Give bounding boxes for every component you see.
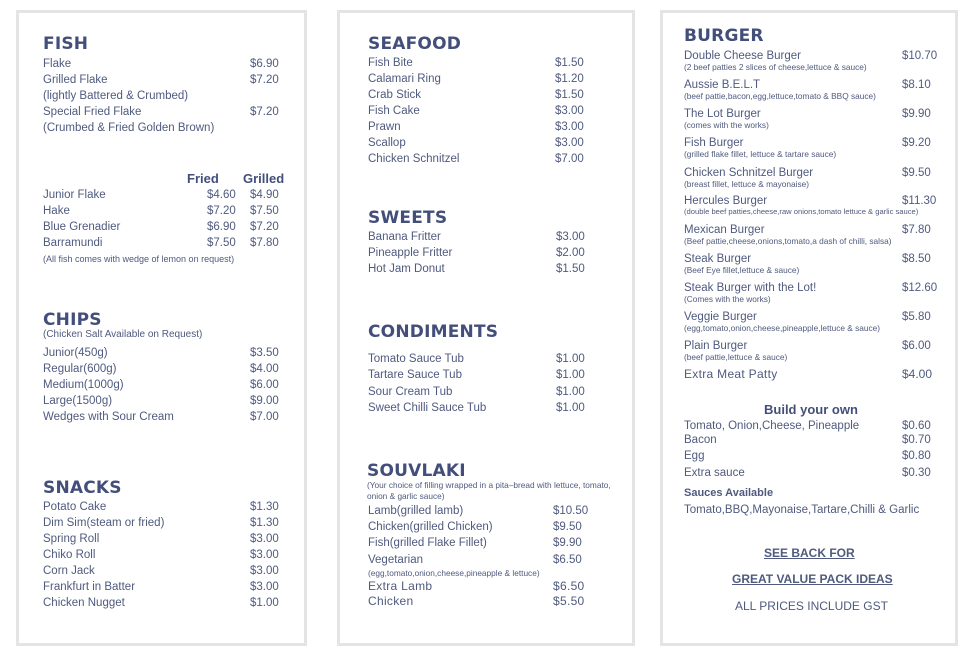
menu-item: Steak Burger with the Lot! $12.60 xyxy=(684,282,938,294)
menu-item: Crab Stick $1.50 xyxy=(368,89,584,101)
menu-item: Spring Roll $3.00 xyxy=(43,533,279,545)
menu-item: Chicken(grilled Chicken) $9.50 xyxy=(368,521,582,533)
menu-item: Chicken Schnitzel $7.00 xyxy=(368,153,584,165)
menu-item-description: (egg,tomato,onion,cheese,pineapple & lettuce) xyxy=(368,568,540,578)
sauces-title: Sauces Available xyxy=(684,487,774,499)
see-back-link[interactable]: SEE BACK FOR xyxy=(764,546,855,560)
section-title-snacks: SNACKS xyxy=(43,478,122,498)
menu-item-description: (2 beef patties 2 slices of cheese,lettuce & sauce) xyxy=(684,62,867,72)
menu-item: Extra Lamb $6.50 xyxy=(368,579,585,593)
menu-item: Egg $0.80 xyxy=(684,450,931,462)
menu-item-description: (Beef pattie,cheese,onions,tomato,a dash of chilli, salsa) xyxy=(684,236,892,246)
menu-item: Extra sauce $0.30 xyxy=(684,467,931,479)
build-your-own-title: Build your own xyxy=(764,402,858,417)
menu-item: Tartare Sauce Tub $1.00 xyxy=(368,369,585,381)
grilled-column-label: Grilled xyxy=(243,171,285,186)
section-title-sweets: SWEETS xyxy=(368,208,448,228)
table-row: Hake $7.20 $7.50 xyxy=(43,205,279,217)
menu-item: Wedges with Sour Cream $7.00 xyxy=(43,411,279,423)
section-title-seafood: SEAFOOD xyxy=(368,34,462,54)
menu-item: Plain Burger $6.00 xyxy=(684,340,931,352)
menu-item-description: (egg,tomato,onion,cheese,pineapple,lettuce & sauce) xyxy=(684,323,881,333)
menu-item: Fish Burger $9.20 xyxy=(684,137,931,149)
value-pack-link[interactable]: GREAT VALUE PACK IDEAS xyxy=(732,572,893,586)
menu-item: Tomato Sauce Tub $1.00 xyxy=(368,353,585,365)
menu-item: Lamb(grilled lamb) $10.50 xyxy=(368,505,589,517)
menu-item: Aussie B.E.L.T $8.10 xyxy=(684,79,931,91)
menu-item: Regular(600g) $4.00 xyxy=(43,363,279,375)
section-title-fish: FISH xyxy=(43,34,89,54)
menu-item: Bacon $0.70 xyxy=(684,434,931,446)
menu-item-description: (beef pattie,lettuce & sauce) xyxy=(684,352,788,362)
menu-item: Chicken Schnitzel Burger $9.50 xyxy=(684,167,931,179)
menu-item: Steak Burger $8.50 xyxy=(684,253,931,265)
menu-item: Hercules Burger $11.30 xyxy=(684,195,937,207)
chips-note: (Chicken Salt Available on Request) xyxy=(43,329,203,340)
menu-item: Flake $6.90 xyxy=(43,58,279,70)
table-row: Barramundi $7.50 $7.80 xyxy=(43,237,279,249)
menu-item-description: (comes with the works) xyxy=(684,120,769,130)
menu-item: Corn Jack $3.00 xyxy=(43,565,279,577)
menu-item: Special Fried Flake $7.20 xyxy=(43,106,279,118)
menu-item: Large(1500g) $9.00 xyxy=(43,395,279,407)
menu-item-description: (double beef patties,cheese,raw onions,tomato lettuce & garlic sauce) xyxy=(684,207,919,216)
section-title-chips: CHIPS xyxy=(43,310,102,330)
menu-column-left xyxy=(16,10,307,646)
menu-item: Double Cheese Burger $10.70 xyxy=(684,50,938,62)
menu-item: Fish Bite $1.50 xyxy=(368,57,584,69)
menu-item: Chicken Nugget $1.00 xyxy=(43,597,279,609)
sauces-list: Tomato,BBQ,Mayonaise,Tartare,Chilli & Garlic xyxy=(684,504,920,516)
menu-item-description: (beef pattie,bacon,egg,lettuce,tomato & BBQ sauce) xyxy=(684,91,876,101)
menu-item: The Lot Burger $9.90 xyxy=(684,108,931,120)
menu-item: Fish Cake $3.00 xyxy=(368,105,584,117)
menu-item: Scallop $3.00 xyxy=(368,137,584,149)
menu-item: Sour Cream Tub $1.00 xyxy=(368,386,585,398)
menu-item: Banana Fritter $3.00 xyxy=(368,231,585,243)
menu-item-description: (Beef Eye fillet,lettuce & sauce) xyxy=(684,265,800,275)
section-title-condiments: CONDIMENTS xyxy=(368,322,499,342)
menu-item: Hot Jam Donut $1.50 xyxy=(368,263,585,275)
menu-item: Mexican Burger $7.80 xyxy=(684,224,931,236)
section-title-souvlaki: SOUVLAKI xyxy=(367,461,466,481)
menu-item-description: (grilled flake fillet, lettuce & tartare sauce) xyxy=(684,149,837,159)
menu-item: Tomato, Onion,Cheese, Pineapple $0.60 xyxy=(684,420,931,432)
souvlaki-note: (Your choice of filling wrapped in a pita–bread with lettuce, tomato, onion & garlic sauce) xyxy=(367,480,611,501)
fish-note: (All fish comes with wedge of lemon on request) xyxy=(43,254,235,264)
menu-item: Vegetarian $6.50 xyxy=(368,554,582,566)
menu-item: Potato Cake $1.30 xyxy=(43,501,279,513)
menu-item: Veggie Burger $5.80 xyxy=(684,311,931,323)
menu-item-description: (breast fillet, lettuce & mayonaise) xyxy=(684,179,809,189)
gst-note: ALL PRICES INCLUDE GST xyxy=(735,599,888,613)
fried-column-label: Fried xyxy=(187,171,219,186)
menu-item: Frankfurt in Batter $3.00 xyxy=(43,581,279,593)
menu-item: Chiko Roll $3.00 xyxy=(43,549,279,561)
menu-column-middle xyxy=(337,10,635,646)
menu-item-note: (lightly Battered & Crumbed) xyxy=(43,90,189,102)
menu-item: Extra Meat Patty $4.00 xyxy=(684,367,933,381)
menu-item: Chicken $5.50 xyxy=(368,594,585,608)
menu-item: Pineapple Fritter $2.00 xyxy=(368,247,585,259)
menu-item: Dim Sim(steam or fried) $1.30 xyxy=(43,517,279,529)
section-title-burger: BURGER xyxy=(684,26,764,46)
menu-column-right xyxy=(660,10,958,646)
menu-item: Prawn $3.00 xyxy=(368,121,584,133)
menu-item: Fish(grilled Flake Fillet) $9.90 xyxy=(368,537,582,549)
menu-item-description: (Comes with the works) xyxy=(684,294,771,304)
menu-item: Grilled Flake $7.20 xyxy=(43,74,279,86)
menu-item: Junior(450g) $3.50 xyxy=(43,347,279,359)
menu-item-note: (Crumbed & Fried Golden Brown) xyxy=(43,122,215,134)
menu-item: Medium(1000g) $6.00 xyxy=(43,379,279,391)
table-row: Blue Grenadier $6.90 $7.20 xyxy=(43,221,279,233)
menu-item: Calamari Ring $1.20 xyxy=(368,73,584,85)
menu-item: Sweet Chilli Sauce Tub $1.00 xyxy=(368,402,585,414)
table-row: Junior Flake $4.60 $4.90 xyxy=(43,189,279,201)
